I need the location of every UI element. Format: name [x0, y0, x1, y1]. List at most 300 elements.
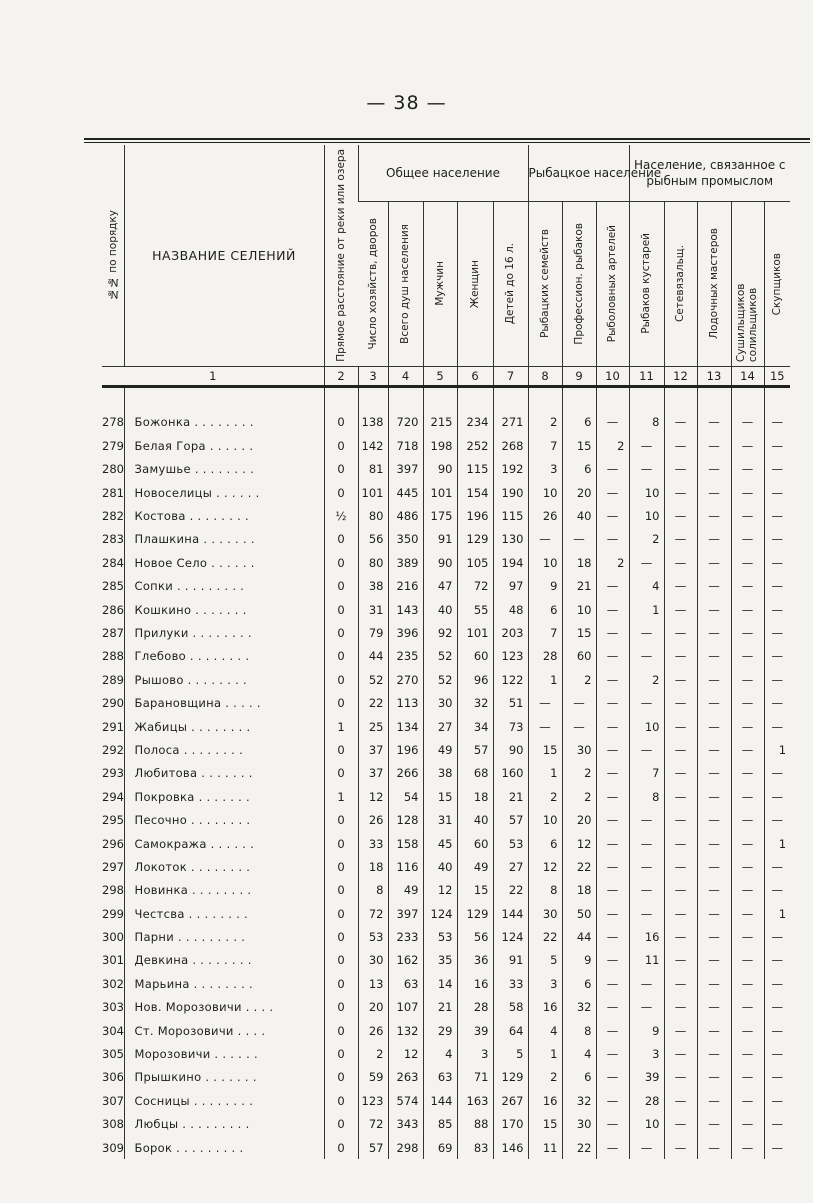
- value-cell: 20: [562, 808, 596, 831]
- value-cell: 80: [358, 551, 388, 574]
- value-cell: 11: [528, 1136, 562, 1159]
- value-cell: 163: [457, 1089, 493, 1112]
- value-cell: —: [697, 762, 731, 785]
- value-cell: 18: [358, 855, 388, 878]
- value-cell: 2: [596, 551, 629, 574]
- value-cell: 40: [423, 598, 457, 621]
- column-number: 13: [697, 366, 731, 386]
- value-cell: 30: [528, 902, 562, 925]
- value-cell: —: [697, 645, 731, 668]
- settlement-name: Барановщина . . . . .: [124, 691, 324, 714]
- value-cell: —: [731, 668, 764, 691]
- value-cell: 1: [528, 762, 562, 785]
- value-cell: —: [596, 879, 629, 902]
- value-cell: 26: [358, 1019, 388, 1042]
- table-row: [102, 411, 790, 434]
- value-cell: —: [697, 832, 731, 855]
- value-cell: 21: [493, 785, 528, 808]
- value-cell: 2: [629, 668, 664, 691]
- header-gap: [102, 386, 790, 411]
- value-cell: —: [731, 902, 764, 925]
- value-cell: 72: [457, 575, 493, 598]
- value-cell: 36: [457, 949, 493, 972]
- value-cell: —: [697, 411, 731, 434]
- value-cell: 26: [358, 808, 388, 831]
- value-cell: 397: [388, 458, 423, 481]
- distance-cell: 0: [324, 996, 358, 1019]
- value-cell: —: [697, 598, 731, 621]
- value-cell: —: [697, 691, 731, 714]
- value-cell: —: [664, 598, 697, 621]
- table-row: [102, 925, 790, 948]
- column-number: 1: [102, 366, 324, 386]
- value-cell: 128: [388, 808, 423, 831]
- value-cell: 32: [562, 1089, 596, 1112]
- value-cell: 5: [493, 1042, 528, 1065]
- value-cell: —: [764, 949, 790, 972]
- table-row: [102, 504, 790, 527]
- top-rule-thin: [84, 142, 810, 143]
- value-cell: 15: [562, 621, 596, 644]
- value-cell: —: [731, 832, 764, 855]
- settlement-name: Плашкина . . . . . . .: [124, 528, 324, 551]
- value-cell: —: [697, 1019, 731, 1042]
- value-cell: —: [697, 996, 731, 1019]
- value-cell: 196: [457, 504, 493, 527]
- column-number: 8: [528, 366, 562, 386]
- value-cell: 271: [493, 411, 528, 434]
- value-cell: —: [664, 575, 697, 598]
- settlements-table: [102, 145, 790, 1159]
- value-cell: 10: [528, 481, 562, 504]
- table-row: [102, 621, 790, 644]
- value-cell: 129: [493, 1066, 528, 1089]
- value-cell: —: [629, 645, 664, 668]
- value-cell: 28: [629, 1089, 664, 1112]
- value-cell: 18: [457, 785, 493, 808]
- value-cell: 16: [457, 972, 493, 995]
- subheader-cell: Сушильщиков солильщиков: [731, 201, 764, 366]
- value-cell: —: [664, 762, 697, 785]
- value-cell: 10: [528, 808, 562, 831]
- value-cell: —: [629, 832, 664, 855]
- distance-cell: 0: [324, 762, 358, 785]
- value-cell: 268: [493, 434, 528, 457]
- row-index: 285: [102, 579, 124, 594]
- row-index: 308: [102, 1117, 124, 1132]
- value-cell: 4: [528, 1019, 562, 1042]
- value-cell: 22: [358, 691, 388, 714]
- value-cell: 88: [457, 1113, 493, 1136]
- value-cell: 115: [457, 458, 493, 481]
- value-cell: 101: [457, 621, 493, 644]
- value-cell: —: [731, 879, 764, 902]
- value-cell: —: [562, 528, 596, 551]
- value-cell: —: [731, 458, 764, 481]
- value-cell: 138: [358, 411, 388, 434]
- subheader-cell: Рыбаков кустарей: [629, 201, 664, 366]
- value-cell: —: [596, 1113, 629, 1136]
- value-cell: 60: [562, 645, 596, 668]
- value-cell: —: [664, 481, 697, 504]
- value-cell: 27: [493, 855, 528, 878]
- value-cell: 3: [457, 1042, 493, 1065]
- value-cell: —: [731, 738, 764, 761]
- value-cell: —: [629, 691, 664, 714]
- value-cell: 158: [388, 832, 423, 855]
- value-cell: 2: [528, 411, 562, 434]
- value-cell: 49: [388, 879, 423, 902]
- row-index: 304: [102, 1023, 124, 1038]
- value-cell: —: [596, 645, 629, 668]
- value-cell: 50: [562, 902, 596, 925]
- value-cell: 69: [423, 1136, 457, 1159]
- settlement-name: Божонка . . . . . . . .: [124, 411, 324, 434]
- value-cell: —: [697, 458, 731, 481]
- value-cell: 7: [528, 434, 562, 457]
- value-cell: —: [731, 504, 764, 527]
- row-index: 282: [102, 509, 124, 524]
- value-cell: 8: [629, 411, 664, 434]
- table-row: [102, 434, 790, 457]
- column-number: 9: [562, 366, 596, 386]
- value-cell: —: [629, 458, 664, 481]
- value-cell: 10: [629, 1113, 664, 1136]
- distance-cell: 0: [324, 598, 358, 621]
- value-cell: —: [764, 715, 790, 738]
- row-index: 281: [102, 485, 124, 500]
- value-cell: 9: [528, 575, 562, 598]
- value-cell: 198: [423, 434, 457, 457]
- value-cell: 92: [423, 621, 457, 644]
- value-cell: —: [528, 691, 562, 714]
- value-cell: 129: [457, 528, 493, 551]
- value-cell: 18: [562, 879, 596, 902]
- distance-cell: 0: [324, 855, 358, 878]
- row-index: 295: [102, 813, 124, 828]
- value-cell: 79: [358, 621, 388, 644]
- value-cell: 37: [358, 762, 388, 785]
- value-cell: 2: [562, 762, 596, 785]
- value-cell: 486: [388, 504, 423, 527]
- value-cell: —: [664, 785, 697, 808]
- settlement-name: Белая Гора . . . . . .: [124, 434, 324, 457]
- value-cell: —: [731, 691, 764, 714]
- row-index: 291: [102, 719, 124, 734]
- subheader-cell: Рыболовных артелей: [596, 201, 629, 366]
- value-cell: 37: [358, 738, 388, 761]
- value-cell: —: [697, 1089, 731, 1112]
- value-cell: 4: [629, 575, 664, 598]
- value-cell: 298: [388, 1136, 423, 1159]
- value-cell: —: [629, 902, 664, 925]
- value-cell: 85: [423, 1113, 457, 1136]
- distance-cell: 0: [324, 575, 358, 598]
- value-cell: 96: [457, 668, 493, 691]
- value-cell: 15: [528, 1113, 562, 1136]
- value-cell: 63: [423, 1066, 457, 1089]
- distance-cell: 0: [324, 1019, 358, 1042]
- value-cell: —: [664, 551, 697, 574]
- value-cell: 45: [423, 832, 457, 855]
- value-cell: 31: [423, 808, 457, 831]
- value-cell: —: [697, 528, 731, 551]
- value-cell: —: [629, 738, 664, 761]
- value-cell: 2: [629, 528, 664, 551]
- value-cell: 143: [388, 598, 423, 621]
- column-number: 2: [324, 366, 358, 386]
- column-number: 11: [629, 366, 664, 386]
- distance-cell: ½: [324, 504, 358, 527]
- value-cell: 134: [388, 715, 423, 738]
- table-body: [102, 411, 790, 1160]
- value-cell: 13: [358, 972, 388, 995]
- value-cell: 4: [562, 1042, 596, 1065]
- settlement-name: Сосницы . . . . . . . .: [124, 1089, 324, 1112]
- value-cell: —: [764, 1066, 790, 1089]
- value-cell: —: [629, 808, 664, 831]
- table-header: [102, 145, 790, 411]
- value-cell: 8: [562, 1019, 596, 1042]
- value-cell: —: [764, 598, 790, 621]
- value-cell: 162: [388, 949, 423, 972]
- column-number: 6: [457, 366, 493, 386]
- value-cell: 97: [493, 575, 528, 598]
- value-cell: 1: [764, 738, 790, 761]
- top-rule: [84, 138, 810, 140]
- value-cell: 52: [358, 668, 388, 691]
- value-cell: 26: [528, 504, 562, 527]
- value-cell: 10: [562, 598, 596, 621]
- distance-cell: 0: [324, 832, 358, 855]
- value-cell: —: [629, 972, 664, 995]
- value-cell: —: [596, 972, 629, 995]
- value-cell: 33: [358, 832, 388, 855]
- value-cell: 52: [423, 668, 457, 691]
- table-row: [102, 715, 790, 738]
- settlement-name: Девкина . . . . . . . .: [124, 949, 324, 972]
- value-cell: —: [764, 621, 790, 644]
- distance-cell: 0: [324, 902, 358, 925]
- value-cell: —: [596, 808, 629, 831]
- value-cell: 34: [457, 715, 493, 738]
- value-cell: 263: [388, 1066, 423, 1089]
- value-cell: —: [664, 645, 697, 668]
- subheader-cell: Скупщиков: [764, 201, 790, 366]
- value-cell: 91: [493, 949, 528, 972]
- value-cell: —: [764, 996, 790, 1019]
- table-row: [102, 832, 790, 855]
- value-cell: —: [629, 879, 664, 902]
- value-cell: —: [629, 434, 664, 457]
- value-cell: 73: [493, 715, 528, 738]
- value-cell: 35: [423, 949, 457, 972]
- value-cell: —: [664, 668, 697, 691]
- value-cell: —: [697, 785, 731, 808]
- settlement-name: Прилуки . . . . . . . .: [124, 621, 324, 644]
- value-cell: —: [664, 1113, 697, 1136]
- value-cell: 44: [562, 925, 596, 948]
- row-index: 278: [102, 415, 124, 430]
- value-cell: —: [596, 855, 629, 878]
- value-cell: 28: [528, 645, 562, 668]
- value-cell: —: [697, 621, 731, 644]
- settlement-name: Новоселицы . . . . . .: [124, 481, 324, 504]
- value-cell: —: [764, 458, 790, 481]
- value-cell: —: [664, 949, 697, 972]
- value-cell: 52: [423, 645, 457, 668]
- value-cell: —: [664, 504, 697, 527]
- settlement-name: Нов. Морозовичи . . . .: [124, 996, 324, 1019]
- value-cell: 22: [562, 1136, 596, 1159]
- value-cell: —: [664, 1042, 697, 1065]
- value-cell: —: [764, 1042, 790, 1065]
- value-cell: —: [562, 715, 596, 738]
- value-cell: —: [664, 808, 697, 831]
- value-cell: 6: [562, 972, 596, 995]
- value-cell: 146: [493, 1136, 528, 1159]
- settlement-name: Любитова . . . . . . .: [124, 762, 324, 785]
- value-cell: —: [664, 1136, 697, 1159]
- value-cell: 2: [562, 785, 596, 808]
- table-row: [102, 1089, 790, 1112]
- row-index: 292: [102, 742, 124, 757]
- value-cell: 18: [562, 551, 596, 574]
- settlement-name: Рышово . . . . . . . .: [124, 668, 324, 691]
- settlement-name: Кошкино . . . . . . .: [124, 598, 324, 621]
- value-cell: 2: [528, 785, 562, 808]
- value-cell: 15: [457, 879, 493, 902]
- column-numbers-row: [102, 366, 790, 386]
- value-cell: 53: [423, 925, 457, 948]
- value-cell: —: [764, 785, 790, 808]
- value-cell: 90: [423, 458, 457, 481]
- value-cell: —: [731, 808, 764, 831]
- value-cell: —: [697, 1113, 731, 1136]
- value-cell: —: [629, 1136, 664, 1159]
- settlement-name: Борок . . . . . . . . .: [124, 1136, 324, 1159]
- value-cell: —: [697, 551, 731, 574]
- value-cell: 116: [388, 855, 423, 878]
- value-cell: 12: [528, 855, 562, 878]
- value-cell: 54: [388, 785, 423, 808]
- value-cell: —: [731, 1113, 764, 1136]
- distance-cell: 0: [324, 949, 358, 972]
- row-index: 283: [102, 532, 124, 547]
- value-cell: 47: [423, 575, 457, 598]
- value-cell: —: [697, 902, 731, 925]
- value-cell: 194: [493, 551, 528, 574]
- value-cell: 105: [457, 551, 493, 574]
- column-number: 3: [358, 366, 388, 386]
- value-cell: —: [664, 621, 697, 644]
- value-cell: 252: [457, 434, 493, 457]
- value-cell: —: [764, 855, 790, 878]
- value-cell: 130: [493, 528, 528, 551]
- settlement-name: Любцы . . . . . . . . .: [124, 1113, 324, 1136]
- distance-cell: 0: [324, 1136, 358, 1159]
- subheader-cell: Число хозяйств, дворов: [366, 217, 379, 350]
- value-cell: 29: [423, 1019, 457, 1042]
- value-cell: 170: [493, 1113, 528, 1136]
- value-cell: —: [596, 762, 629, 785]
- value-cell: 144: [493, 902, 528, 925]
- table-row: [102, 855, 790, 878]
- table-row: [102, 972, 790, 995]
- value-cell: 7: [528, 621, 562, 644]
- value-cell: —: [764, 1019, 790, 1042]
- distance-cell: 0: [324, 668, 358, 691]
- value-cell: —: [528, 715, 562, 738]
- value-cell: 8: [528, 879, 562, 902]
- value-cell: —: [596, 621, 629, 644]
- value-cell: —: [596, 902, 629, 925]
- value-cell: 31: [358, 598, 388, 621]
- subheader-cell: Мужчин: [423, 201, 457, 366]
- value-cell: —: [731, 785, 764, 808]
- value-cell: —: [596, 1089, 629, 1112]
- value-cell: 15: [528, 738, 562, 761]
- value-cell: 68: [457, 762, 493, 785]
- value-cell: 30: [423, 691, 457, 714]
- value-cell: 160: [493, 762, 528, 785]
- value-cell: —: [731, 1136, 764, 1159]
- column-number: 12: [664, 366, 697, 386]
- distance-cell: 0: [324, 458, 358, 481]
- value-cell: 80: [358, 504, 388, 527]
- value-cell: 10: [528, 551, 562, 574]
- value-cell: 16: [528, 1089, 562, 1112]
- value-cell: —: [731, 1066, 764, 1089]
- value-cell: 32: [457, 691, 493, 714]
- value-cell: 129: [457, 902, 493, 925]
- value-cell: 203: [493, 621, 528, 644]
- value-cell: —: [731, 1042, 764, 1065]
- value-cell: —: [596, 668, 629, 691]
- value-cell: 10: [629, 715, 664, 738]
- value-cell: —: [596, 949, 629, 972]
- value-cell: 113: [388, 691, 423, 714]
- value-cell: 216: [388, 575, 423, 598]
- value-cell: 397: [388, 902, 423, 925]
- value-cell: —: [697, 1066, 731, 1089]
- value-cell: 30: [562, 1113, 596, 1136]
- settlement-name: Ст. Морозовичи . . . .: [124, 1019, 324, 1042]
- value-cell: 196: [388, 738, 423, 761]
- settlement-name: Полоса . . . . . . . .: [124, 738, 324, 761]
- value-cell: 71: [457, 1066, 493, 1089]
- table-row: [102, 808, 790, 831]
- row-index: 297: [102, 859, 124, 874]
- settlement-name: Покровка . . . . . . .: [124, 785, 324, 808]
- value-cell: —: [664, 691, 697, 714]
- col-name-header: НАЗВАНИЕ СЕЛЕНИЙ: [124, 145, 324, 366]
- value-cell: 63: [388, 972, 423, 995]
- distance-cell: 0: [324, 434, 358, 457]
- value-cell: —: [596, 1066, 629, 1089]
- value-cell: 39: [629, 1066, 664, 1089]
- subheader-cell: Лодочных мастеров: [697, 201, 731, 366]
- table-row: [102, 691, 790, 714]
- value-cell: —: [596, 458, 629, 481]
- value-cell: —: [764, 481, 790, 504]
- column-number: 15: [764, 366, 790, 386]
- value-cell: 5: [528, 949, 562, 972]
- column-number: 5: [423, 366, 457, 386]
- value-cell: 574: [388, 1089, 423, 1112]
- distance-cell: 1: [324, 785, 358, 808]
- value-cell: 720: [388, 411, 423, 434]
